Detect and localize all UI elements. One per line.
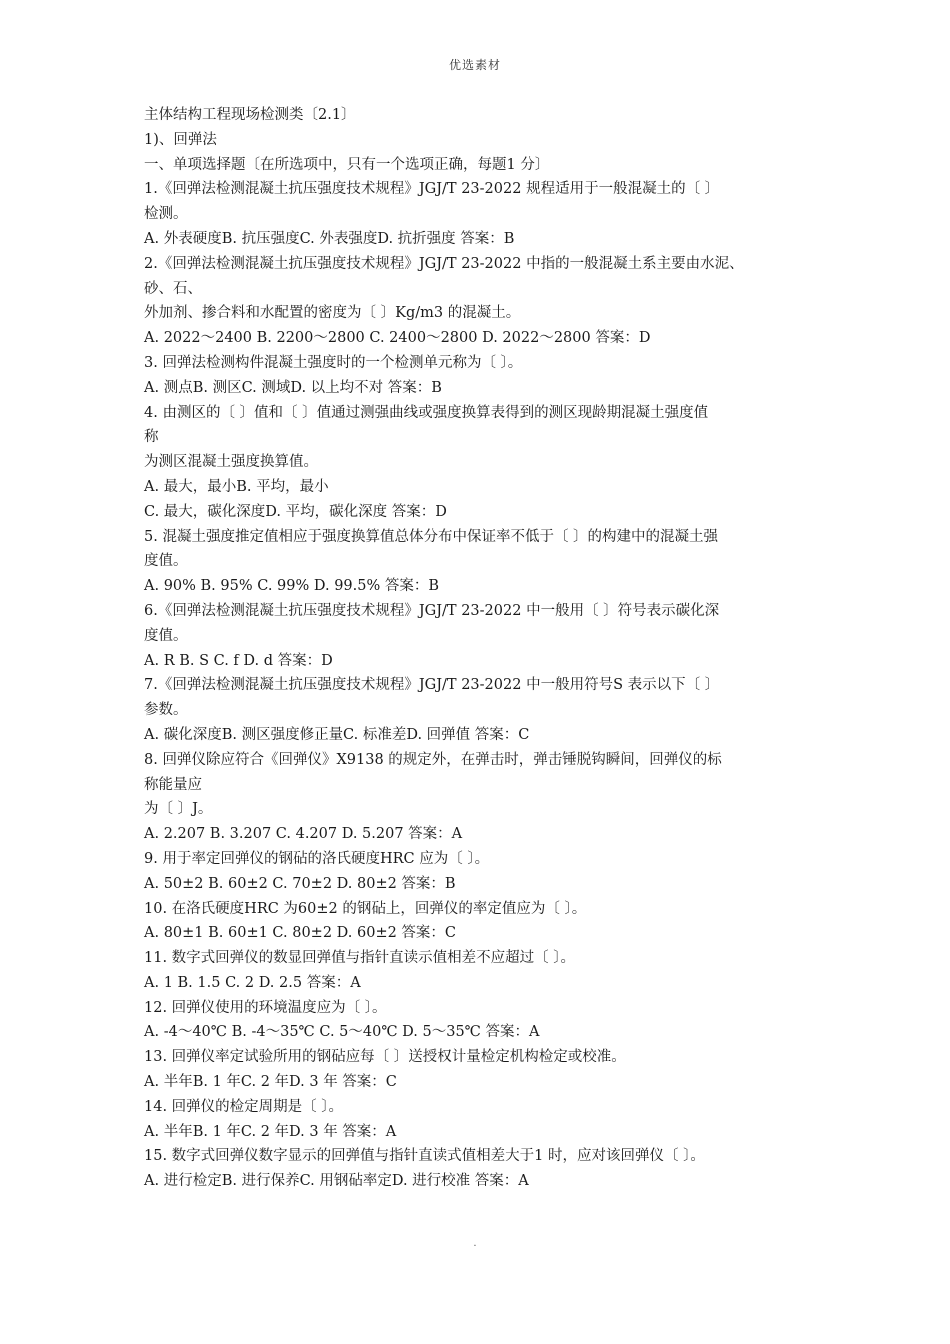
question-line: 9. 用于率定回弹仪的钢砧的洛氏硬度HRC 应为〔 〕。 <box>144 850 490 867</box>
question-line: 为测区混凝土强度换算值。 <box>144 454 318 471</box>
page-footer-mark: . <box>473 1238 477 1249</box>
answer-line: A. -4～40℃ B. -4～35℃ C. 5～40℃ D. 5～35℃ 答案：A <box>144 1024 540 1041</box>
question-line: 5. 混凝土强度推定值相应于强度换算值总体分布中保证率不低于〔 〕的构建中的混凝土强 <box>144 528 719 545</box>
question-line: 称 <box>144 429 159 446</box>
answer-line: A. 90% B. 95% C. 99% D. 99.5% 答案：B <box>144 578 440 595</box>
question-line: 度值。 <box>144 553 188 570</box>
question-line: 14. 回弹仪的检定周期是〔 〕。 <box>144 1098 344 1115</box>
question-group-heading: 一、单项选择题〔在所选项中，只有一个选项正确，每题1 分〕 <box>144 156 550 173</box>
page-header: 优选素材 <box>448 58 501 72</box>
question-line: 外加剂、掺合料和水配置的密度为〔 〕Kg/m3 的混凝土。 <box>144 305 521 322</box>
question-line: 11. 数字式回弹仪的数显回弹值与指针直读示值相差不应超过〔 〕。 <box>144 950 576 967</box>
question-line: 1.《回弹法检测混凝土抗压强度技术规程》JGJ/T 23-2022 规程适用于一般混凝土的〔 〕 <box>144 181 720 198</box>
question-line: 6.《回弹法检测混凝土抗压强度技术规程》JGJ/T 23-2022 中一般用〔 〕符号表示碳化深 <box>144 602 720 619</box>
answer-line: A. 50±2 B. 60±2 C. 70±2 D. 80±2 答案：B <box>144 875 456 892</box>
answer-line: A. 2022～2400 B. 2200～2800 C. 2400～2800 D. 2022～2800 答案：D <box>144 330 651 347</box>
answer-line: A. 半年B. 1 年C. 2 年D. 3 年 答案：A <box>144 1123 397 1140</box>
question-line: 检测。 <box>144 206 188 223</box>
question-line: 2.《回弹法检测混凝土抗压强度技术规程》JGJ/T 23-2022 中指的一般混凝土系主要由水泥、 <box>144 255 744 272</box>
question-line: 8. 回弹仪除应符合《回弹仪》X9138 的规定外，在弹击时，弹击锤脱钩瞬间，回弹仪的标 <box>144 751 722 768</box>
question-line: 15. 数字式回弹仪数字显示的回弹值与指针直读式值相差大于1 时，应对该回弹仪〔 〕。 <box>144 1148 705 1165</box>
answer-line: A. 半年B. 1 年C. 2 年D. 3 年 答案：C <box>144 1074 397 1091</box>
document-title: 主体结构工程现场检测类〔2.1〕 <box>144 107 356 123</box>
answer-line: A. 1 B. 1.5 C. 2 D. 2.5 答案：A <box>144 974 361 991</box>
question-line: 3. 回弹法检测构件混凝土强度时的一个检测单元称为〔 〕。 <box>144 354 523 371</box>
question-line: 为〔 〕J。 <box>144 801 213 818</box>
answer-line: C. 最大，碳化深度D. 平均，碳化深度 答案：D <box>144 503 447 520</box>
answer-line: A. 2.207 B. 3.207 C. 4.207 D. 5.207 答案：A <box>144 826 463 843</box>
answer-line: A. 外表硬度B. 抗压强度C. 外表强度D. 抗折强度 答案：B <box>144 230 515 247</box>
question-line: 度值。 <box>144 627 188 644</box>
question-line: 10. 在洛氏硬度HRC 为60±2 的钢砧上，回弹仪的率定值应为〔 〕。 <box>144 900 587 917</box>
question-line: 参数。 <box>144 702 188 719</box>
question-line: 称能量应 <box>144 776 202 793</box>
section-heading: 1)、回弹法 <box>144 131 217 148</box>
question-line: 13. 回弹仪率定试验所用的钢砧应每〔 〕送授权计量检定机构检定或校准。 <box>144 1049 626 1066</box>
question-line: 砂、石、 <box>144 280 202 297</box>
answer-line: A. 测点B. 测区C. 测域D. 以上均不对 答案：B <box>144 379 442 396</box>
question-line: 7.《回弹法检测混凝土抗压强度技术规程》JGJ/T 23-2022 中一般用符号S 表示以下〔 〕 <box>144 677 720 694</box>
answer-line: A. 最大，最小B. 平均，最小 <box>144 478 329 495</box>
answer-line: A. 进行检定B. 进行保养C. 用钢砧率定D. 进行校准 答案：A <box>144 1173 529 1190</box>
answer-line: A. 碳化深度B. 测区强度修正量C. 标准差D. 回弹值 答案：C <box>144 726 530 743</box>
answer-line: A. 80±1 B. 60±1 C. 80±2 D. 60±2 答案：C <box>144 925 457 942</box>
answer-line: A. R B. S C. f D. d 答案：D <box>144 652 333 669</box>
document-body <box>144 103 816 1194</box>
question-line: 4. 由测区的〔 〕值和〔 〕值通过测强曲线或强度换算表得到的测区现龄期混凝土强度值 <box>144 404 709 421</box>
question-line: 12. 回弹仪使用的环境温度应为〔 〕。 <box>144 999 387 1016</box>
